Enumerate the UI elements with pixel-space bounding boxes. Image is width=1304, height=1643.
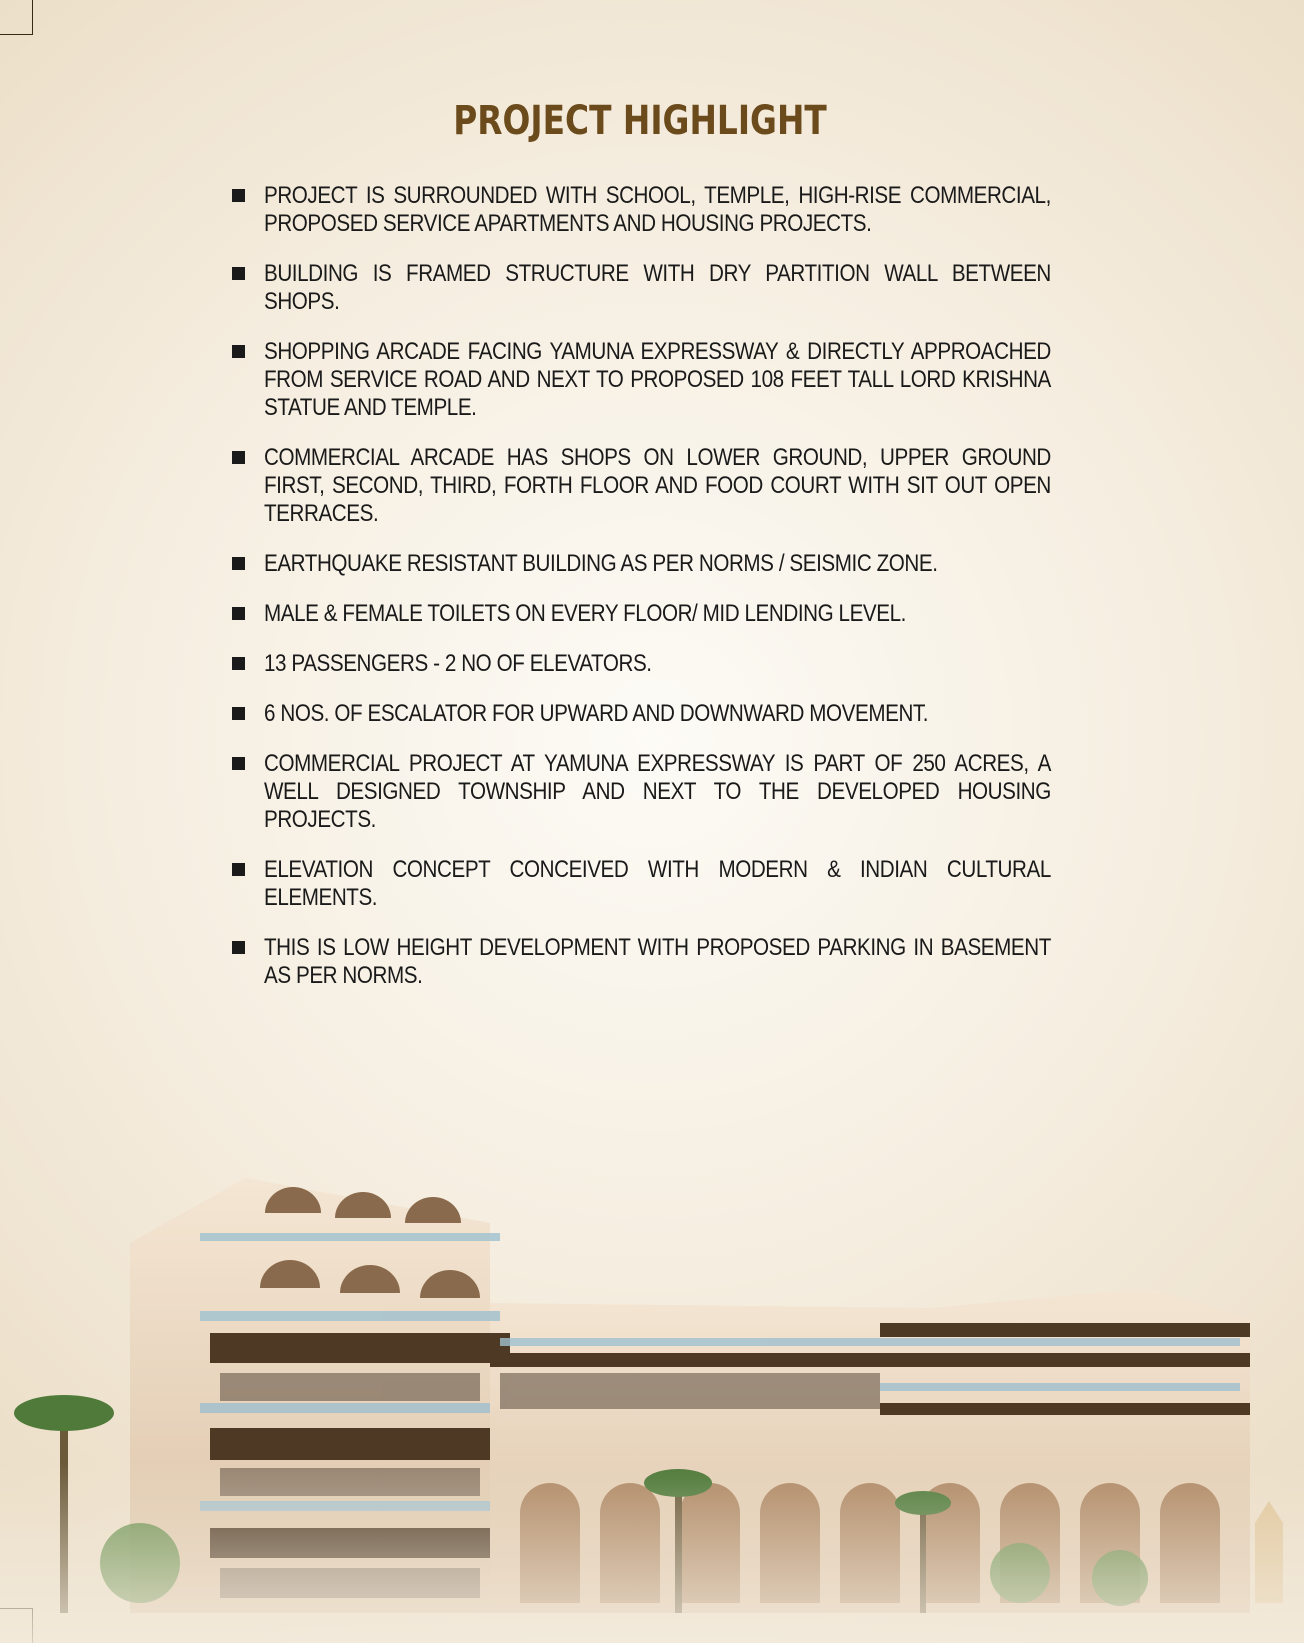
highlight-item: [232, 856, 1052, 912]
page-title: PROJECT HIGHLIGHT: [453, 98, 827, 144]
highlight-text: COMMERCIAL ARCADE HAS SHOPS ON LOWER GROUND, UPPER GROUND FIRST, SECOND, THIRD, FORTH FLOOR AND FOOD COURT WITH SIT OUT OPEN TERRACES.: [264, 444, 1051, 527]
floor-band: [490, 1353, 1250, 1367]
highlight-item: [232, 550, 1052, 578]
highlight-item: [232, 650, 1052, 678]
square-bullet-icon: [232, 345, 245, 358]
highlight-text: MALE & FEMALE TOILETS ON EVERY FLOOR/ MID LENDING LEVEL.: [264, 600, 906, 627]
square-bullet-icon: [232, 189, 245, 202]
highlight-item: [232, 600, 1052, 628]
highlight-item: [232, 934, 1052, 990]
highlight-text: ELEVATION CONCEPT CONCEIVED WITH MODERN & INDIAN CULTURAL ELEMENTS.: [264, 856, 1051, 911]
square-bullet-icon: [232, 557, 245, 570]
highlight-item: [232, 444, 1052, 528]
highlight-item: [232, 338, 1052, 422]
floor-band: [880, 1323, 1250, 1337]
highlight-item: [232, 700, 1052, 728]
floor-band: [880, 1403, 1250, 1415]
highlight-item: [232, 750, 1052, 834]
highlight-text: EARTHQUAKE RESISTANT BUILDING AS PER NORMS / SEISMIC ZONE.: [264, 550, 938, 577]
highlight-item: [232, 182, 1052, 238]
highlight-text: BUILDING IS FRAMED STRUCTURE WITH DRY PARTITION WALL BETWEEN SHOPS.: [264, 260, 1051, 315]
highlight-text: COMMERCIAL PROJECT AT YAMUNA EXPRESSWAY IS PART OF 250 ACRES, A WELL DESIGNED TOWNSHIP AND NEXT TO THE DEVELOPED HOUSING PROJECTS.: [264, 750, 1051, 833]
square-bullet-icon: [232, 757, 245, 770]
square-bullet-icon: [232, 451, 245, 464]
highlight-text: 6 NOS. OF ESCALATOR FOR UPWARD AND DOWNWARD MOVEMENT.: [264, 700, 929, 727]
highlight-text: THIS IS LOW HEIGHT DEVELOPMENT WITH PROPOSED PARKING IN BASEMENT AS PER NORMS.: [264, 934, 1051, 989]
highlight-text: PROJECT IS SURROUNDED WITH SCHOOL, TEMPLE, HIGH-RISE COMMERCIAL, PROPOSED SERVICE APARTMENTS AND HOUSING PROJECTS.: [264, 182, 1051, 237]
square-bullet-icon: [232, 267, 245, 280]
square-bullet-icon: [232, 707, 245, 720]
square-bullet-icon: [232, 657, 245, 670]
floor-band: [210, 1428, 490, 1460]
square-bullet-icon: [232, 607, 245, 620]
square-bullet-icon: [232, 941, 245, 954]
square-bullet-icon: [232, 863, 245, 876]
corner-mark-top-left: [0, 0, 33, 35]
highlights-list: [232, 182, 1052, 1012]
highlight-item: [232, 260, 1052, 316]
floor-band: [210, 1333, 510, 1363]
highlight-text: 13 PASSENGERS - 2 NO OF ELEVATORS.: [264, 650, 652, 677]
building-rendering-image: [0, 1083, 1304, 1643]
highlight-text: SHOPPING ARCADE FACING YAMUNA EXPRESSWAY & DIRECTLY APPROACHED FROM SERVICE ROAD AND NEXT TO PROPOSED 108 FEET TALL LORD KRISHNA STATUE AND TEMPLE.: [264, 338, 1051, 421]
